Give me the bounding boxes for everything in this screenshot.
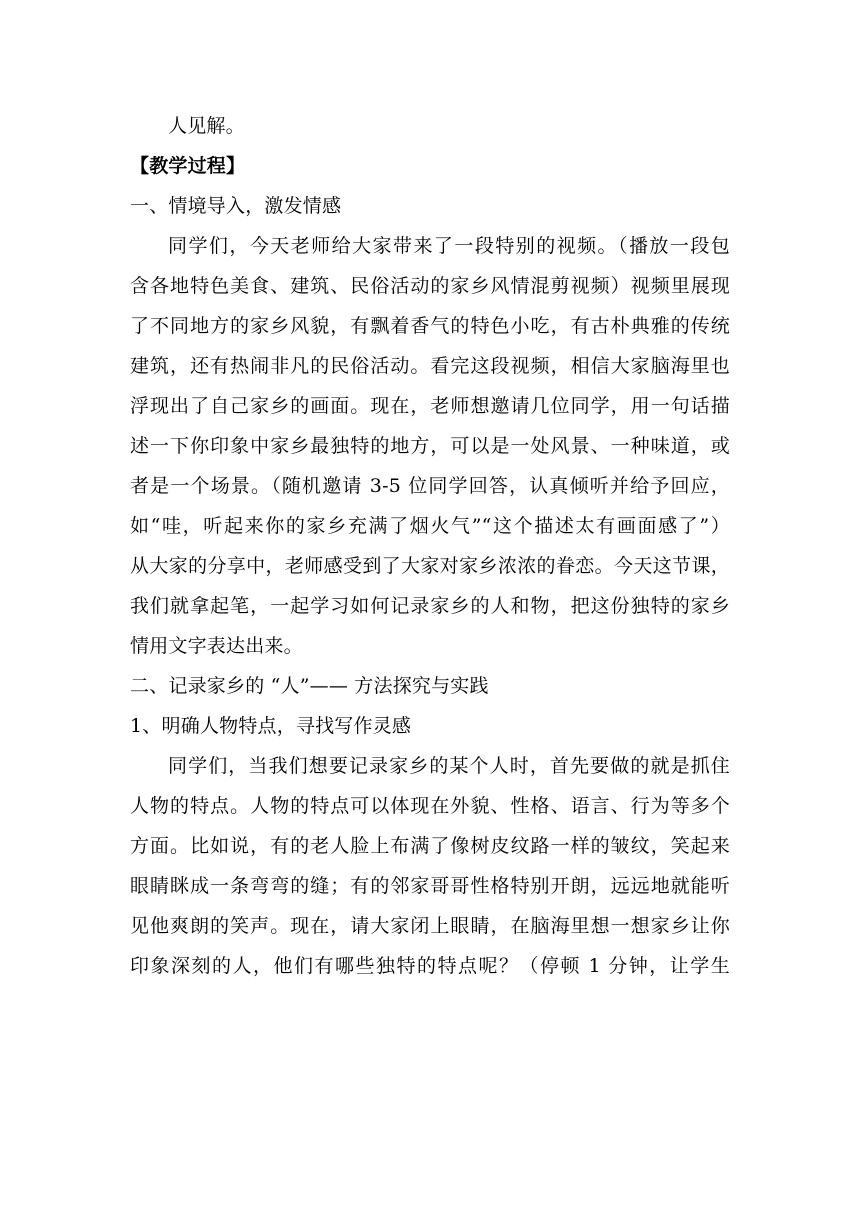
paragraph-line: 述一下你印象中家乡最独特的地方，可以是一处风景、一种味道，或 — [130, 435, 730, 457]
paragraph-line: 见他爽朗的笑声。现在，请大家闭上眼睛，在脑海里想一想家乡让你 — [130, 915, 730, 937]
paragraph-line: 我们就拿起笔，一起学习如何记录家乡的人和物，把这份独特的家乡 — [130, 595, 730, 617]
paragraph-line: 了不同地方的家乡风貌，有飘着香气的特色小吃，有古朴典雅的传统 — [130, 315, 730, 337]
paragraph-line: 人物的特点。人物的特点可以体现在外貌、性格、语言、行为等多个 — [130, 795, 730, 817]
paragraph-line: 印象深刻的人，他们有哪些独特的特点呢？（停顿 1 分钟，让学生 — [130, 955, 730, 977]
paragraph-line: 从大家的分享中，老师感受到了大家对家乡浓浓的眷恋。今天这节课， — [130, 555, 730, 577]
paragraph-line: 同学们，今天老师给大家带来了一段特别的视频。（播放一段包 — [168, 235, 730, 257]
paragraph-line: 浮现出了自己家乡的画面。现在，老师想邀请几位同学，用一句话描 — [130, 395, 730, 417]
paragraph-line: 建筑，还有热闹非凡的民俗活动。看完这段视频，相信大家脑海里也 — [130, 355, 730, 377]
document-body — [130, 106, 730, 986]
paragraph-line: 情用文字表达出来。 — [130, 635, 303, 657]
part1-paragraph — [130, 226, 730, 666]
paragraph-line: 眼睛眯成一条弯弯的缝；有的邻家哥哥性格特别开朗，远远地就能听 — [130, 875, 730, 897]
part2-title: 二、记录家乡的 “人”—— 方法探究与实践 — [130, 675, 489, 697]
paragraph-line: 同学们，当我们想要记录家乡的某个人时，首先要做的就是抓住 — [168, 755, 730, 777]
paragraph-line: 如“哇，听起来你的家乡充满了烟火气”“这个描述太有画面感了”） — [130, 515, 730, 537]
part1-title: 一、情境导入，激发情感 — [130, 195, 342, 217]
paragraph-line: 含各地特色美食、建筑、民俗活动的家乡风情混剪视频）视频里展现 — [130, 275, 730, 297]
part2-paragraph — [130, 746, 730, 986]
part2-subtitle: 1、明确人物特点，寻找写作灵感 — [130, 715, 412, 737]
paragraph-line: 者是一个场景。（随机邀请 3-5 位同学回答，认真倾听并给予回应， — [130, 475, 730, 497]
section-heading: 【教学过程】 — [130, 155, 246, 177]
intro-tail-text: 人见解。 — [168, 115, 245, 137]
paragraph-line: 方面。比如说，有的老人脸上布满了像树皮纹路一样的皱纹，笑起来 — [130, 835, 730, 857]
